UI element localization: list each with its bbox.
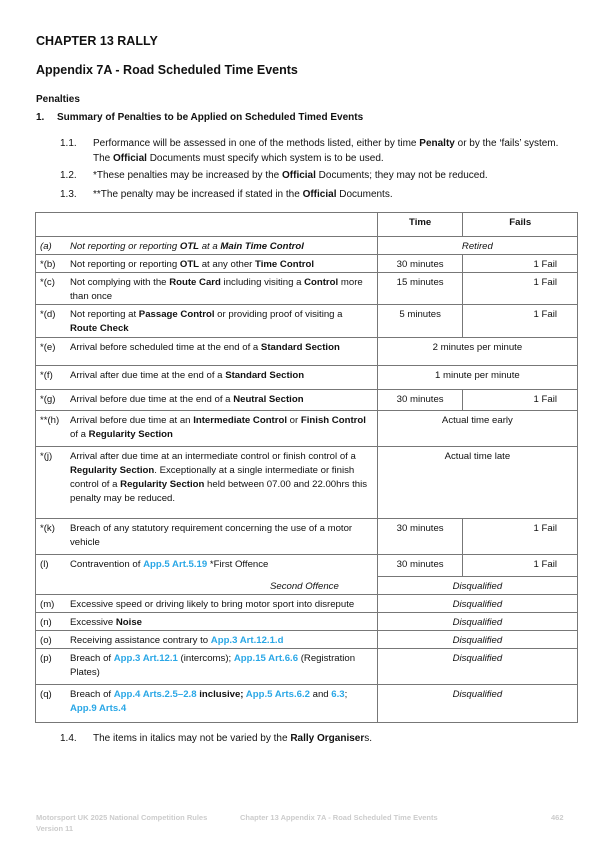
- fails-penalty: 1 Fail: [463, 390, 578, 411]
- text-segment: Regularity Section: [70, 465, 155, 476]
- penalty-description-cell: [36, 555, 378, 577]
- text-segment: at a: [199, 241, 221, 252]
- penalty-result: Disqualified: [377, 649, 577, 685]
- penalties-table: [35, 212, 578, 723]
- text-segment: Receiving assistance contrary to: [70, 635, 211, 646]
- table-row: [36, 555, 578, 577]
- penalty-description-cell: [36, 613, 378, 631]
- row-description: [70, 276, 370, 304]
- penalty-description-cell: [36, 411, 378, 447]
- header-time: Time: [377, 213, 463, 237]
- fails-penalty: 1 Fail: [463, 255, 578, 273]
- text-segment: Passage Control: [138, 309, 215, 320]
- text-segment: Documents.: [336, 189, 393, 200]
- clause-number: 1.1.: [60, 138, 77, 149]
- text-segment: Not complying with the: [70, 277, 170, 288]
- row-label: *(g): [40, 394, 56, 405]
- rule-link[interactable]: App.9 Arts.4: [70, 703, 127, 714]
- clause-number: 1.4.: [60, 733, 77, 744]
- penalty-description-cell: [36, 447, 378, 519]
- penalties-heading: Penalties: [36, 94, 80, 105]
- rule-link[interactable]: App.15 Art.6.6: [233, 653, 299, 664]
- penalty-description-cell: [36, 305, 378, 338]
- text-segment: or: [287, 415, 301, 426]
- text-segment: Route Check: [70, 323, 129, 334]
- text-segment: Not reporting at: [70, 309, 139, 320]
- section-number: 1.: [36, 112, 45, 123]
- text-segment: Arrival before due time at an: [70, 415, 194, 426]
- text-segment: Breach of any statutory requirement concerning the use of a motor vehicle: [70, 523, 353, 548]
- row-description: [70, 652, 370, 680]
- table-row: [36, 338, 578, 366]
- fails-penalty: 1 Fail: [463, 273, 578, 305]
- table-row-second-offence: [36, 577, 578, 595]
- penalty-description-cell: [36, 255, 378, 273]
- clause-number: 1.2.: [60, 170, 77, 181]
- row-description: [70, 598, 370, 612]
- penalty-description-cell: [36, 631, 378, 649]
- time-penalty: 5 minutes: [377, 305, 463, 338]
- table-row: [36, 305, 578, 338]
- text-segment: of a: [70, 429, 89, 440]
- text-segment: Documents; they may not be reduced.: [315, 170, 488, 181]
- table-row: [36, 631, 578, 649]
- text-segment: **The penalty may be increased if stated in the: [93, 189, 303, 200]
- table-row: [36, 237, 578, 255]
- text-segment: (intercoms);: [177, 653, 234, 664]
- penalty-description-cell: [36, 519, 378, 555]
- text-segment: ;: [344, 689, 348, 700]
- table-row: [36, 685, 578, 723]
- footer-center: Chapter 13 Appendix 7A - Road Scheduled Time Events: [240, 813, 438, 822]
- rule-link[interactable]: App.3 Art.12.1: [113, 653, 178, 664]
- penalty-description-cell: [36, 390, 378, 411]
- appendix-title: Appendix 7A - Road Scheduled Time Events: [36, 63, 298, 77]
- penalty-description-cell: [36, 366, 378, 390]
- text-segment: Standard Section: [225, 370, 305, 381]
- text-segment: Contravention of: [70, 559, 144, 570]
- row-description: [70, 522, 370, 550]
- text-segment: . Exceptionally at a single intermediate or finish control of a: [70, 465, 355, 490]
- row-label: *(j): [40, 451, 53, 462]
- penalty-result: 1 minute per minute: [377, 366, 577, 390]
- penalty-result: Actual time early: [377, 411, 577, 447]
- text-segment: Noise: [115, 617, 142, 628]
- time-penalty: 30 minutes: [377, 519, 463, 555]
- row-label: *(e): [40, 342, 56, 353]
- row-description: [70, 393, 370, 407]
- penalty-description-cell: [36, 685, 378, 723]
- table-row: [36, 255, 578, 273]
- text-segment: Official: [282, 170, 316, 181]
- penalty-result: Retired: [377, 237, 577, 255]
- row-label: (q): [40, 689, 52, 700]
- clause-text: [93, 731, 573, 746]
- row-description: [70, 634, 370, 648]
- text-segment: including visiting a: [220, 277, 305, 288]
- penalty-description-cell: [36, 338, 378, 366]
- table-row: [36, 390, 578, 411]
- fails-penalty: 1 Fail: [463, 519, 578, 555]
- text-segment: Breach of: [70, 653, 114, 664]
- table-row: [36, 649, 578, 685]
- text-segment: Arrival after due time at an intermediate control or finish control of a: [70, 451, 356, 462]
- text-segment: Not reporting or reporting: [70, 259, 180, 270]
- second-offence-label: Second Offence: [36, 577, 378, 595]
- text-segment: or providing proof of visiting a: [214, 309, 343, 320]
- penalty-description-cell: [36, 237, 378, 255]
- penalty-result: Disqualified: [377, 631, 577, 649]
- row-description: [70, 450, 370, 506]
- table-row: [36, 447, 578, 519]
- clause-text: [93, 168, 573, 183]
- text-segment: more than once: [70, 277, 363, 302]
- clause-number: 1.3.: [60, 189, 77, 200]
- footer-left: [36, 812, 207, 834]
- table-header-row: [36, 213, 578, 237]
- rule-link[interactable]: App.5 Art.5.19: [143, 559, 208, 570]
- footer-rules: Motorsport UK 2025 National Competition Rules: [36, 813, 208, 822]
- text-segment: Route Card: [169, 277, 221, 288]
- text-segment: Documents must specify which system is to be used.: [146, 153, 384, 164]
- fails-penalty: 1 Fail: [463, 305, 578, 338]
- chapter-title: CHAPTER 13 RALLY: [36, 34, 158, 48]
- table-row: [36, 613, 578, 631]
- rule-link[interactable]: 6.3: [331, 689, 345, 700]
- text-segment: Arrival after due time at the end of a: [70, 370, 226, 381]
- text-segment: Performance will be assessed in one of the methods listed, either by time: [93, 138, 420, 149]
- row-label: *(b): [40, 259, 56, 270]
- text-segment: or by the ‘fails’ system. The: [93, 138, 559, 164]
- text-segment: s.: [364, 733, 373, 744]
- text-segment: Main Time Control: [220, 241, 304, 252]
- table-row: [36, 519, 578, 555]
- text-segment: Excessive speed or driving likely to bring motor sport into disrepute: [70, 599, 355, 610]
- penalty-result: 2 minutes per minute: [377, 338, 577, 366]
- row-label: (o): [40, 635, 52, 646]
- text-segment: *These penalties may be increased by the: [93, 170, 282, 181]
- row-label: *(d): [40, 309, 56, 320]
- penalty-result: Disqualified: [377, 613, 577, 631]
- text-segment: and: [309, 689, 332, 700]
- row-label: *(c): [40, 277, 55, 288]
- row-description: [70, 240, 370, 254]
- row-label: (n): [40, 617, 52, 628]
- text-segment: Official: [302, 189, 337, 200]
- text-segment: Intermediate Control: [193, 415, 288, 426]
- row-description: [70, 558, 370, 572]
- penalty-result: Disqualified: [377, 595, 577, 613]
- text-segment: Arrival before scheduled time at the end of a: [70, 342, 261, 353]
- row-description: [70, 616, 370, 630]
- row-label: (l): [40, 559, 49, 570]
- row-description: [70, 341, 370, 355]
- row-description: [70, 308, 370, 336]
- penalty-result: Actual time late: [377, 447, 577, 519]
- time-penalty: 30 minutes: [377, 255, 463, 273]
- footer-version: Version 11: [36, 824, 74, 833]
- rule-link[interactable]: App.3 Art.12.1.d: [210, 635, 284, 646]
- text-segment: Breach of: [70, 689, 114, 700]
- text-segment: Time Control: [255, 259, 315, 270]
- text-segment: OTL: [179, 259, 200, 270]
- text-segment: at any other: [199, 259, 256, 270]
- table-row: [36, 366, 578, 390]
- text-segment: Regularity Section: [120, 479, 205, 490]
- row-label: (a): [40, 241, 52, 252]
- text-segment: Penalty: [419, 138, 455, 149]
- text-segment: *First Offence: [207, 559, 269, 570]
- text-segment: Arrival before due time at the end of a: [70, 394, 234, 405]
- text-segment: Finish Control: [300, 415, 366, 426]
- rule-link[interactable]: App.5 Arts.6.2: [245, 689, 310, 700]
- rule-link[interactable]: App.4 Arts.2.5–2.8: [113, 689, 197, 700]
- text-segment: (Registration Plates): [70, 653, 356, 678]
- penalty-description-cell: [36, 595, 378, 613]
- section-heading: [36, 112, 363, 123]
- penalty-result: Disqualified: [377, 685, 577, 723]
- text-segment: Regularity Section: [88, 429, 173, 440]
- time-penalty: 30 minutes: [377, 555, 463, 577]
- page-number: 462: [551, 813, 564, 822]
- fails-penalty: 1 Fail: [463, 555, 578, 577]
- clause-text: [93, 136, 573, 166]
- row-description: [70, 688, 370, 716]
- time-penalty: 15 minutes: [377, 273, 463, 305]
- text-segment: Not reporting or reporting: [70, 241, 180, 252]
- second-offence-result: Disqualified: [377, 577, 577, 595]
- text-segment: OTL: [179, 241, 200, 252]
- text-segment: Rally Organiser: [290, 733, 365, 744]
- header-blank: [36, 213, 378, 237]
- row-description: [70, 258, 370, 272]
- text-segment: inclusive;: [196, 689, 246, 700]
- text-segment: Control: [304, 277, 339, 288]
- row-label: *(f): [40, 370, 53, 381]
- text-segment: Standard Section: [260, 342, 340, 353]
- row-label: (m): [40, 599, 55, 610]
- text-segment: held between 07.00 and 22.00hrs this penalty may be reduced.: [70, 479, 368, 504]
- table-row: [36, 273, 578, 305]
- table-row: [36, 595, 578, 613]
- text-segment: Excessive: [70, 617, 116, 628]
- text-segment: Neutral Section: [233, 394, 304, 405]
- header-fails: Fails: [463, 213, 578, 237]
- text-segment: Official: [113, 153, 147, 164]
- penalty-description-cell: [36, 273, 378, 305]
- clause-text: [93, 187, 573, 202]
- table-row: [36, 411, 578, 447]
- penalty-description-cell: [36, 649, 378, 685]
- row-label: *(k): [40, 523, 55, 534]
- row-description: [70, 369, 370, 383]
- row-description: [70, 414, 370, 442]
- row-label: **(h): [40, 415, 60, 426]
- section-title: Summary of Penalties to be Applied on Scheduled Timed Events: [57, 112, 364, 123]
- row-label: (p): [40, 653, 52, 664]
- text-segment: The items in italics may not be varied by the: [93, 733, 291, 744]
- time-penalty: 30 minutes: [377, 390, 463, 411]
